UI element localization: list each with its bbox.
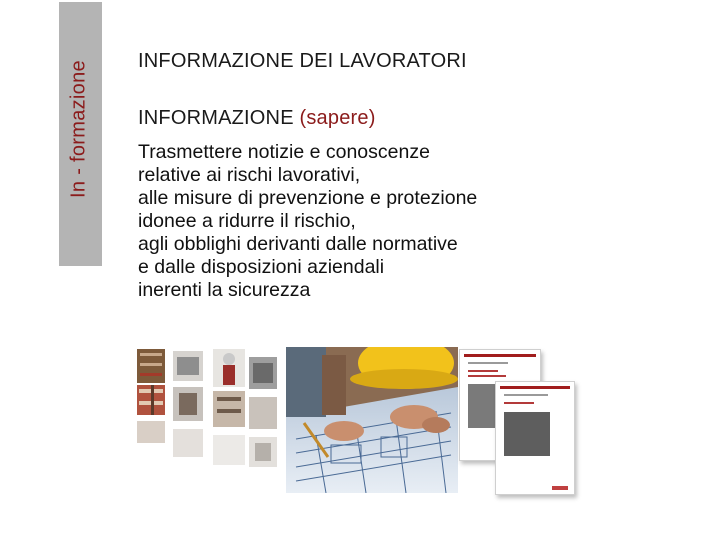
doc-text-line	[468, 375, 506, 377]
body-line: relative ai rischi lavorativi,	[138, 164, 361, 186]
doc-text-line	[504, 402, 534, 404]
construction-photo-strip	[137, 349, 278, 495]
slide-title: INFORMAZIONE DEI LAVORATORI	[138, 50, 467, 72]
brochure-doc-2	[495, 381, 575, 495]
doc-accent-bar	[464, 354, 536, 357]
construction-photo-icon	[137, 349, 278, 495]
body-line: e dalle disposizioni aziendali	[138, 256, 385, 278]
body-line: inerenti la sicurezza	[138, 279, 311, 301]
subtitle-accent: (sapere)	[299, 107, 376, 129]
doc-text-line	[468, 362, 508, 364]
doc-text-line	[468, 370, 498, 372]
body-text	[138, 141, 477, 302]
body-line: agli obblighi derivanti dalle normative	[138, 233, 458, 255]
sidebar-label: In - formazione	[67, 60, 90, 198]
slide-subtitle	[138, 107, 376, 130]
body-line: idonee a ridurre il rischio,	[138, 210, 356, 232]
blueprint-hands-photo	[286, 347, 458, 493]
doc-text-line	[504, 394, 548, 396]
body-line: alle misure di prevenzione e protezione	[138, 187, 478, 209]
blueprint-icon	[286, 347, 458, 493]
doc-accent-bar	[500, 386, 570, 389]
doc-logo	[552, 486, 568, 490]
body-line: Trasmettere notizie e conoscenze	[138, 141, 430, 163]
doc-image	[504, 412, 550, 456]
subtitle-main: INFORMAZIONE	[138, 107, 300, 129]
